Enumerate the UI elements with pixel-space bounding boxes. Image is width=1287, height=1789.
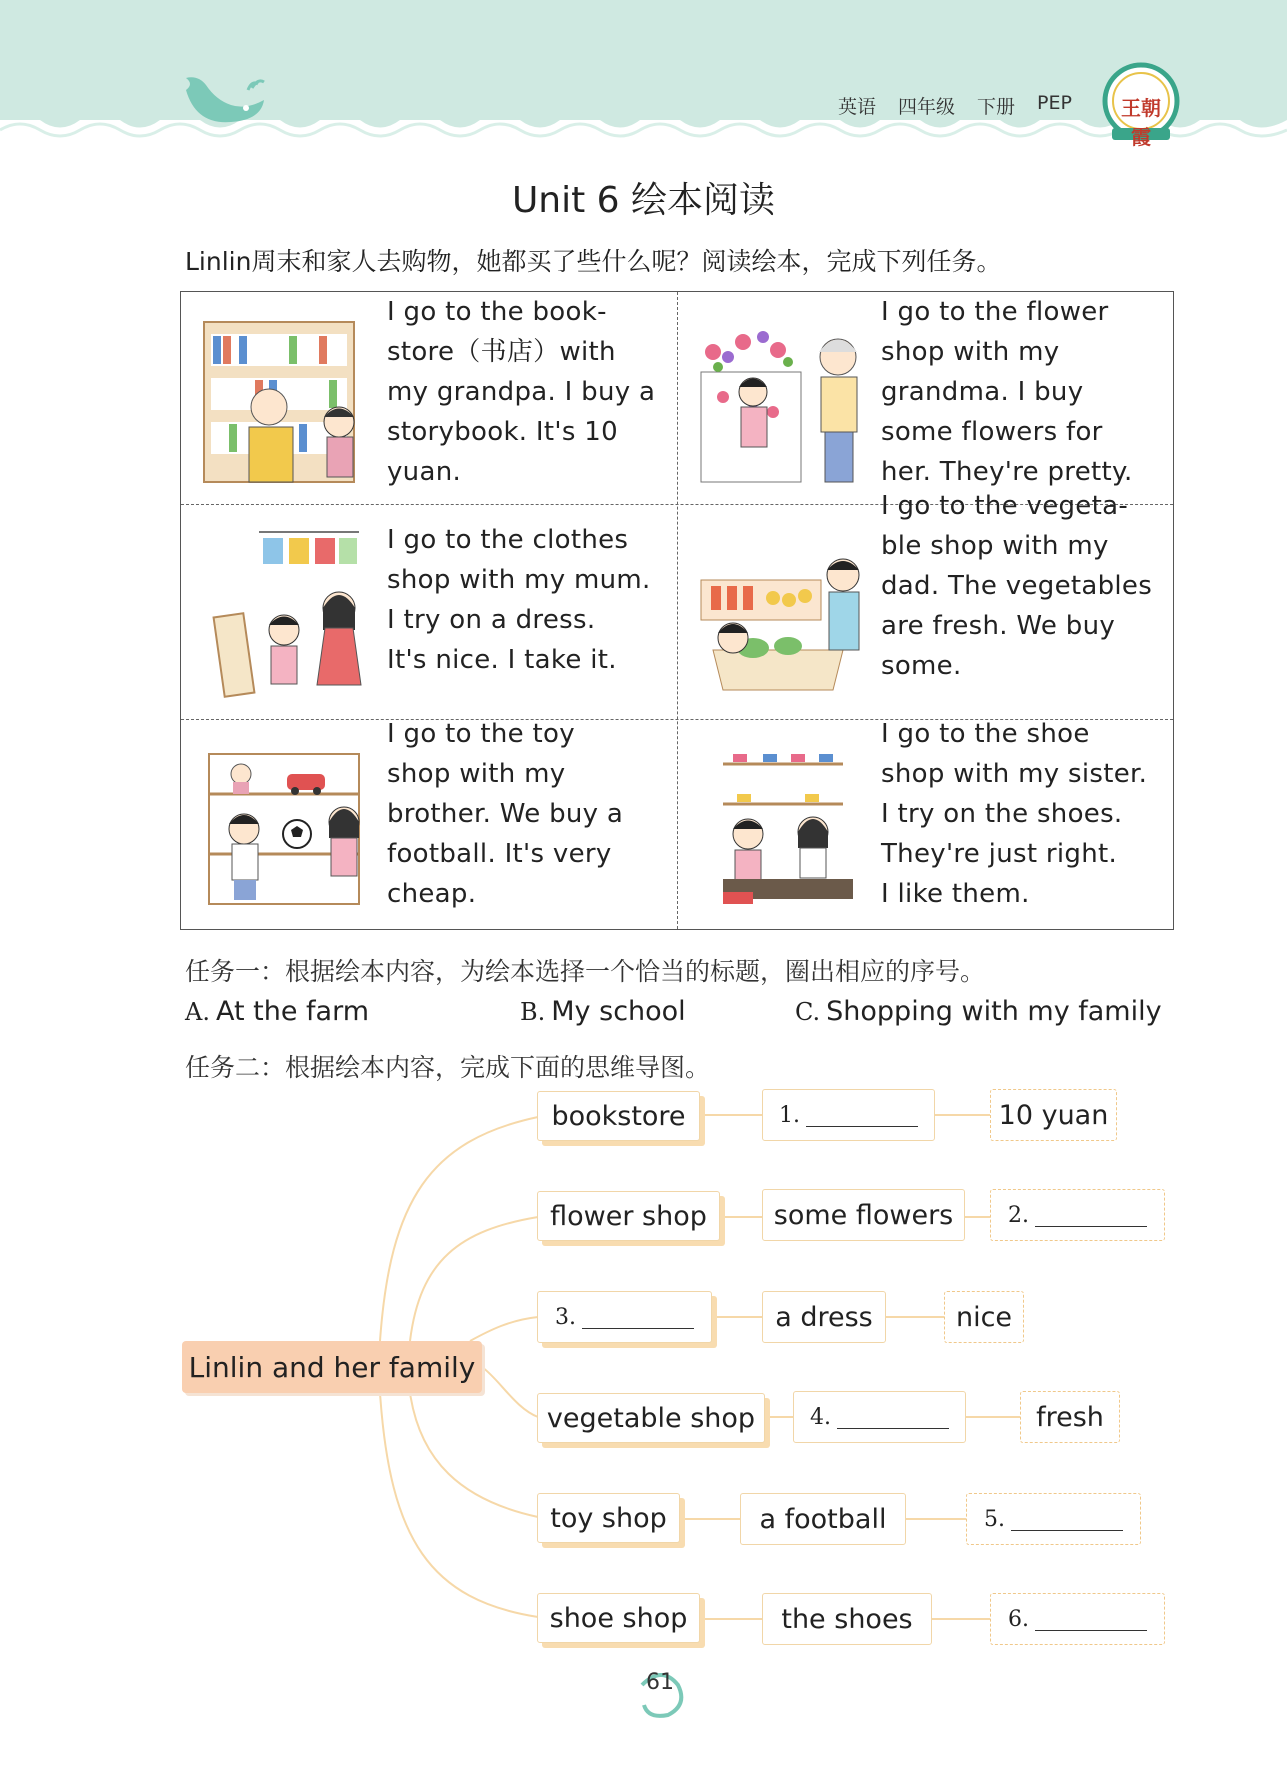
- option-text: At the farm: [215, 996, 370, 1027]
- story-line: I go to the flower: [881, 297, 1109, 327]
- mind-map-answer-blank-6[interactable]: [990, 1593, 1165, 1645]
- story-line: I like them.: [881, 879, 1030, 909]
- story-line: shop with my sister.: [881, 759, 1148, 789]
- story-line: I go to the vegeta-: [881, 491, 1128, 521]
- mind-map-item: the shoes: [762, 1593, 932, 1645]
- option-letter: A.: [185, 998, 210, 1026]
- task-2-prompt: 任务二：根据绘本内容，完成下面的思维导图。: [185, 1053, 711, 1082]
- mind-map-shop-toy: toy shop: [537, 1493, 680, 1543]
- mind-map-item: some flowers: [762, 1189, 965, 1241]
- option-letter: C.: [795, 998, 821, 1026]
- story-line: shop with my: [881, 337, 1060, 367]
- subject-label: 英语: [838, 96, 877, 118]
- connector-line: [380, 1117, 538, 1341]
- story-line: are fresh. We buy: [881, 611, 1116, 641]
- blank-number: 5.: [984, 1506, 1005, 1532]
- blank-number: 3.: [555, 1304, 576, 1330]
- option-text: Shopping with my family: [826, 996, 1162, 1027]
- mind-map-desc: 10 yuan: [990, 1089, 1117, 1141]
- page-title: Unit 6 绘本阅读: [511, 180, 776, 221]
- page-number: 61: [646, 1670, 674, 1695]
- story-line: my grandpa. I buy a: [387, 377, 656, 407]
- story-line: They're just right.: [881, 839, 1118, 869]
- mind-map-shop-vegetable: vegetable shop: [537, 1393, 765, 1443]
- story-line: I go to the book-: [387, 297, 607, 327]
- story-line: brother. We buy a: [387, 799, 624, 829]
- story-line: grandma. I buy: [881, 377, 1084, 407]
- story-line: shop with my mum.: [387, 565, 651, 595]
- connector-line: [410, 1217, 538, 1341]
- mind-map-answer-blank-2[interactable]: [990, 1189, 1165, 1241]
- story-line: store（书店）with: [387, 337, 616, 367]
- blank-number: 1.: [779, 1102, 800, 1128]
- mind-map-answer-blank-5[interactable]: [966, 1493, 1141, 1545]
- story-line: I try on the shoes.: [881, 799, 1123, 829]
- story-line: some.: [881, 651, 962, 681]
- answer-line: [1035, 1608, 1147, 1631]
- story-line: dad. The vegetables: [881, 571, 1153, 601]
- answer-line: [582, 1306, 694, 1329]
- mind-map-shop-bookstore: bookstore: [537, 1091, 700, 1141]
- story-line: yuan.: [387, 457, 462, 487]
- mind-map-shop-shoe: shoe shop: [537, 1593, 700, 1643]
- story-line: storybook. It's 10: [387, 417, 618, 447]
- story-line: I go to the clothes: [387, 525, 629, 555]
- answer-line: [1011, 1508, 1123, 1531]
- blank-number: 4.: [810, 1404, 831, 1430]
- story-line: some flowers for: [881, 417, 1103, 447]
- story-line: shop with my: [387, 759, 566, 789]
- story-line: her. They're pretty.: [881, 457, 1133, 487]
- mind-map-root: Linlin and her family: [182, 1341, 482, 1393]
- story-line: I try on a dress.: [387, 605, 596, 635]
- mind-map-answer-blank-1[interactable]: [762, 1089, 935, 1141]
- answer-line: [837, 1406, 949, 1429]
- mind-map-item: a football: [740, 1493, 906, 1545]
- grade-label: 四年级: [898, 96, 956, 118]
- mind-map-shop-flower: flower shop: [537, 1191, 720, 1241]
- edition-label: PEP: [1037, 92, 1072, 114]
- answer-line: [806, 1104, 918, 1127]
- blank-number: 2.: [1008, 1202, 1029, 1228]
- mind-map-item: a dress: [762, 1291, 886, 1343]
- story-line: I go to the shoe: [881, 719, 1090, 749]
- option-text: My school: [551, 996, 686, 1027]
- story-line: cheap.: [387, 879, 477, 909]
- intro-text: Linlin周末和家人去购物，她都买了些什么呢？阅读绘本，完成下列任务。: [185, 247, 1002, 276]
- publisher-badge-text: 王朝霞: [1121, 96, 1161, 149]
- task-1-prompt: 任务一：根据绘本内容，为绘本选择一个恰当的标题，圈出相应的序号。: [185, 957, 986, 986]
- mind-map-answer-blank-4[interactable]: [793, 1391, 966, 1443]
- answer-line: [1035, 1204, 1147, 1227]
- option-letter: B.: [520, 998, 546, 1026]
- story-line: It's nice. I take it.: [387, 645, 617, 675]
- story-line: I go to the toy: [387, 719, 575, 749]
- mind-map-desc: nice: [944, 1291, 1024, 1343]
- mind-map-desc: fresh: [1020, 1391, 1120, 1443]
- story-line: football. It's very: [387, 839, 612, 869]
- volume-label: 下册: [977, 96, 1016, 118]
- mind-map-answer-blank-3[interactable]: [537, 1291, 712, 1343]
- story-line: ble shop with my: [881, 531, 1109, 561]
- blank-number: 6.: [1008, 1606, 1029, 1632]
